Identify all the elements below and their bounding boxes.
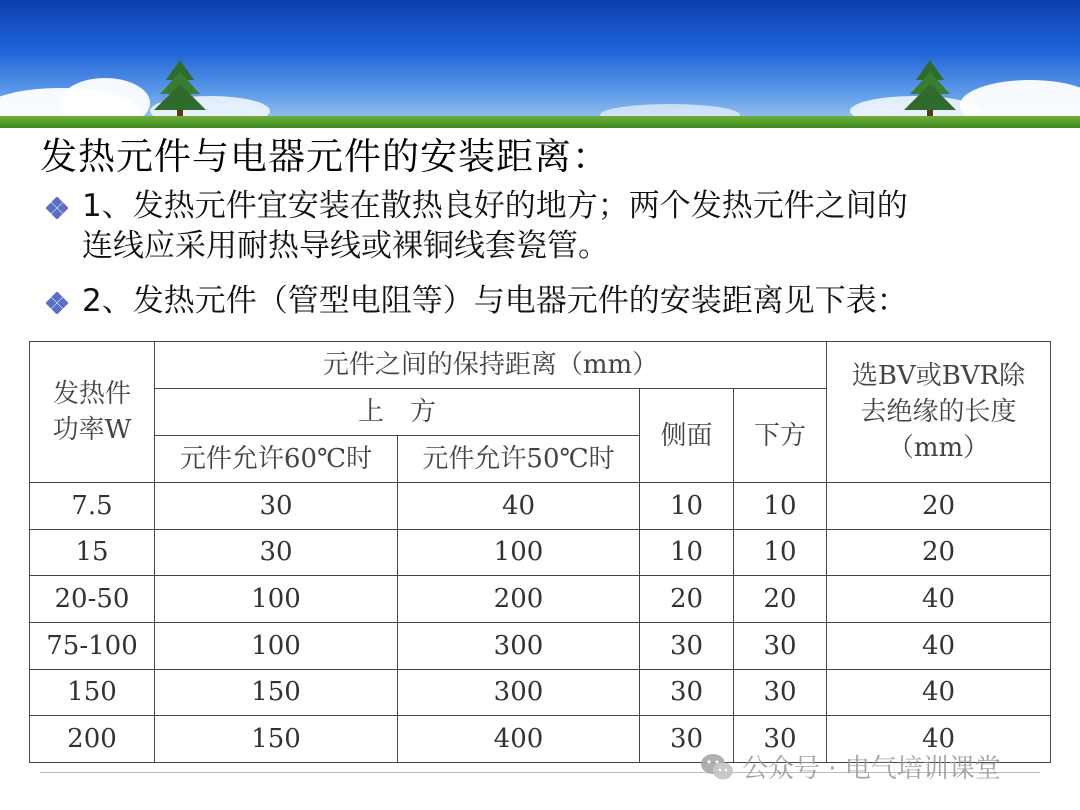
cell-below: 30 xyxy=(734,622,827,669)
cell-side: 30 xyxy=(640,622,734,669)
cell-allow50: 300 xyxy=(398,622,640,669)
cell-power: 20-50 xyxy=(30,576,155,623)
cell-allow60: 150 xyxy=(155,716,398,763)
cell-allow60: 100 xyxy=(155,622,398,669)
cell-side: 20 xyxy=(640,576,734,623)
diamond-bullet-icon xyxy=(46,292,68,314)
header-strip-line3: （mm） xyxy=(887,433,990,463)
cell-side: 30 xyxy=(640,716,734,763)
cell-power: 200 xyxy=(30,716,155,763)
header-allow50: 元件允许50℃时 xyxy=(398,436,640,483)
header-power-line1: 发热件 xyxy=(52,379,131,409)
cell-allow60: 100 xyxy=(155,576,398,623)
cell-side: 10 xyxy=(640,483,734,530)
header-distance-group: 元件之间的保持距离（mm） xyxy=(155,342,827,389)
cell-allow50: 100 xyxy=(398,529,640,576)
cell-power: 7.5 xyxy=(30,483,155,530)
table-row xyxy=(30,483,1051,530)
cell-below: 30 xyxy=(734,669,827,716)
table-row xyxy=(30,669,1051,716)
cell-allow60: 30 xyxy=(155,483,398,530)
cell-below: 20 xyxy=(734,576,827,623)
cell-strip: 20 xyxy=(827,529,1051,576)
table-row xyxy=(30,576,1051,623)
bullet-2-text: 2、发热元件（管型电阻等）与电器元件的安装距离见下表： xyxy=(82,283,908,319)
cell-power: 75-100 xyxy=(30,622,155,669)
cell-power: 150 xyxy=(30,669,155,716)
header-power xyxy=(30,342,155,483)
cell-below: 10 xyxy=(734,529,827,576)
bullet-1-text: 1、发热元件宜安装在散热良好的地方；两个发热元件之间的 xyxy=(82,188,908,224)
cell-allow50: 400 xyxy=(398,716,640,763)
table-row xyxy=(30,622,1051,669)
cell-allow60: 30 xyxy=(155,529,398,576)
bullet-1-text-line2: 连线应采用耐热导线或裸铜线套瓷管。 xyxy=(82,228,609,264)
cell-side: 10 xyxy=(640,529,734,576)
cell-strip: 40 xyxy=(827,622,1051,669)
cell-strip: 40 xyxy=(827,576,1051,623)
cell-allow50: 300 xyxy=(398,669,640,716)
distance-table xyxy=(29,341,1051,763)
header-strip-length xyxy=(827,342,1051,483)
header-side: 侧面 xyxy=(640,389,734,483)
slide-title: 发热元件与电器元件的安装距离： xyxy=(40,135,610,178)
header-allow60: 元件允许60℃时 xyxy=(155,436,398,483)
table-row xyxy=(30,529,1051,576)
watermark-text: 公众号 · 电气培训课堂 xyxy=(742,754,1001,784)
cell-below: 30 xyxy=(734,716,827,763)
cell-allow60: 150 xyxy=(155,669,398,716)
cell-strip: 40 xyxy=(827,716,1051,763)
header-strip-line1: 选BV或BVR除 xyxy=(851,361,1026,391)
cell-power: 15 xyxy=(30,529,155,576)
header-above: 上 方 xyxy=(155,389,640,436)
wechat-icon xyxy=(700,752,734,782)
diamond-bullet-icon xyxy=(46,197,68,219)
cell-allow50: 200 xyxy=(398,576,640,623)
cell-side: 30 xyxy=(640,669,734,716)
header-below: 下方 xyxy=(734,389,827,483)
header-banner xyxy=(0,0,1080,128)
header-power-line2: 功率W xyxy=(52,415,132,445)
cell-below: 10 xyxy=(734,483,827,530)
cell-allow50: 40 xyxy=(398,483,640,530)
header-strip-line2: 去绝缘的长度 xyxy=(860,397,1017,427)
cell-strip: 20 xyxy=(827,483,1051,530)
cell-strip: 40 xyxy=(827,669,1051,716)
